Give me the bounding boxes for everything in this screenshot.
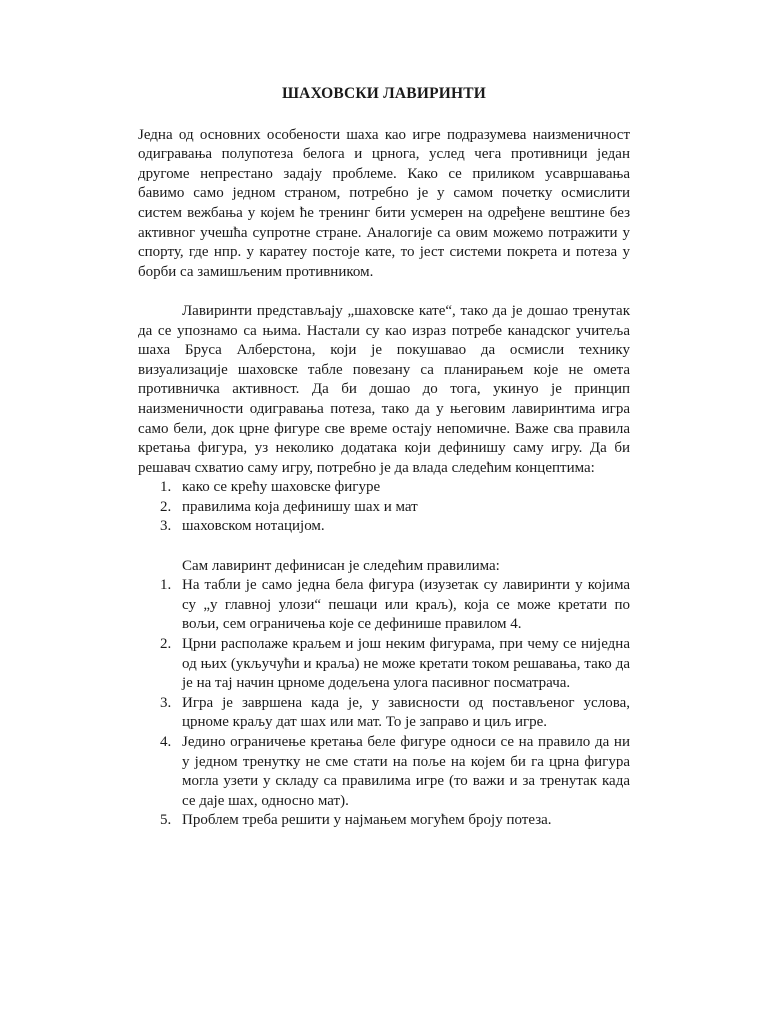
document-page [138, 84, 630, 831]
list-item [138, 811, 630, 831]
list-item [138, 498, 630, 518]
rules-list [138, 576, 630, 831]
list-item-text: правилима која дефинишу шах и мат [182, 498, 418, 515]
list-item [138, 694, 630, 733]
concepts-list [138, 478, 630, 537]
list-number: 3. [160, 518, 172, 535]
list-number: 2. [160, 498, 172, 515]
rules-intro: Сам лавиринт дефинисан је следећим правилима: [182, 557, 500, 574]
list-item [138, 635, 630, 694]
list-item-text: Игра је завршена када је, у зависности од постављеног услова, црноме краљу дат шах или мат. То је заправо и циљ игре. [182, 694, 630, 731]
list-item [138, 576, 630, 635]
list-item-text: Проблем треба решити у најмањем могућем броју потеза. [182, 812, 552, 829]
list-item-text: На табли је само једна бела фигура (изузетак су лавиринти у којима су „у главној улози“ пешаци или краљ), која се може кретати по вољи, сем ограничења које се дефинише правилом 4. [182, 577, 630, 633]
list-number: 1. [160, 479, 172, 496]
document-title: ШАХОВСКИ ЛАВИРИНТИ [281, 85, 487, 102]
list-item-text: шаховском нотацијом. [182, 518, 325, 535]
paragraph-gap [138, 537, 630, 557]
list-number: 1. [160, 577, 172, 594]
list-number: 3. [160, 694, 172, 711]
list-item-text: како се крећу шаховске фигуре [182, 479, 381, 496]
list-item [138, 733, 630, 811]
paragraph-gap [138, 282, 630, 302]
list-item [138, 517, 630, 537]
list-item [138, 478, 630, 498]
list-item-text: Једино ограничење кретања беле фигуре односи се на правило да ни у једном тренутку не сме стати на поље на којем би га црна фигура могла узети у складу са правилима игре (то важи и за тренутак када се даје шах, односно мат). [182, 734, 630, 809]
list-number: 5. [160, 812, 172, 829]
paragraph-labyrinths: Лавиринти представљају „шаховске кате“, тако да је дошао тренутак да се упознамо са њима. Настали су као израз потребе канадског учитеља шаха Бруса Алберстона, који је покушавао да осмисли технику визуализације шаховске табле повезану са планирањем које не омета противничка активност. Да би дошао до тога, укинуо је принцип наизменичности одигравања потеза, тако да у његовим лавиринтима игра само бели, док црне фигуре све време остају непомичне. Важе сва правила кретања фигура, уз неколико додатака који дефинишу саму игру. Да би решавач схватио саму игру, потребно је да влада следећим концептима: [138, 302, 630, 476]
list-number: 2. [160, 636, 172, 653]
list-number: 4. [160, 734, 172, 750]
list-item-text: Црни располаже краљем и још неким фигурама, при чему се ниједна од њих (укључући и краља) не може кретати током решавања, тако да је на тај начин црноме додељена улога пасивног посматрача. [182, 636, 630, 692]
paragraph-intro: Једна од основних особености шаха као игре подразумева наизменичност одигравања полупотеза белога и црнога, услед чега противници један другоме непрестано задају проблеме. Како се приликом усавршавања бавимо само једном страном, потребно је у самом почетку осмислити систем вежбања у којем ће тренинг бити усмерен на одређене вештине без активног учешћа супротне стране. Аналогије са овим можемо потражити у спорту, где нпр. у каратеу постоје кате, то јест системи покрета и потеза у борби са замишљеним противником. [138, 126, 630, 280]
